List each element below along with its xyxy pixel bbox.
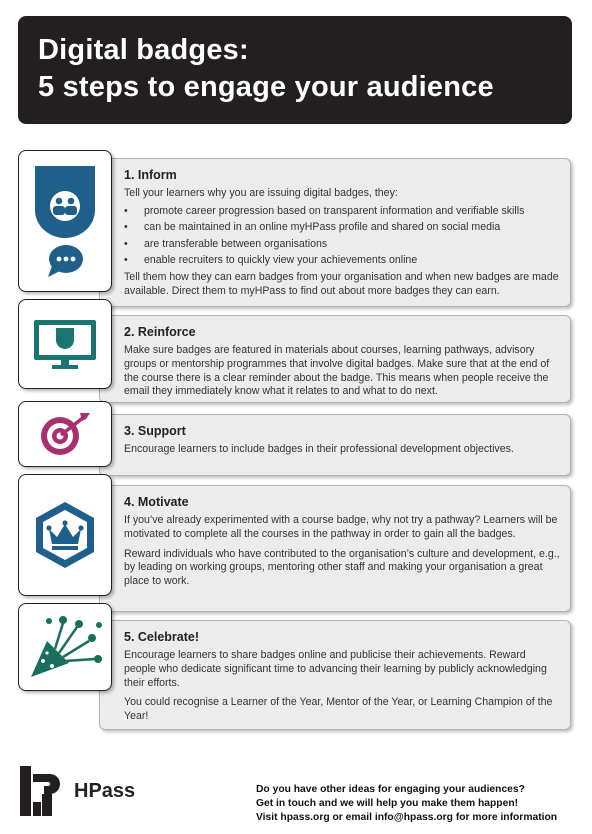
step-title: 5. Celebrate! (124, 630, 200, 644)
brand-name: HPass (74, 779, 136, 802)
party-popper-icon (25, 611, 105, 683)
list-item: • can be maintained in an online myHPass profile and shared on social media (124, 219, 560, 236)
step-card-support (99, 414, 571, 476)
step-title: 2. Reinforce (124, 325, 196, 339)
contact-info (256, 783, 576, 826)
hpass-logo (20, 766, 135, 816)
page-title-line-2: 5 steps to engage your audience (38, 71, 494, 103)
benefit-list (124, 203, 560, 269)
step-title: 3. Support (124, 424, 186, 438)
step-body: Encourage learners to include badges in their professional development objectives. (124, 443, 514, 455)
chat-bubble-icon (45, 242, 85, 280)
step-title: 4. Motivate (124, 495, 189, 509)
step-body-2: You could recognise a Learner of the Year, Mentor of the Year, or Learning Champion of the Year! (124, 696, 553, 723)
contact-line-3: Visit hpass.org or email info@hpass.org for more information (256, 812, 558, 824)
hpass-logo-icon (20, 766, 60, 816)
bullet-mark: • (124, 204, 128, 217)
step-card-celebrate (99, 620, 571, 730)
step-body: Make sure badges are featured in materials about courses, learning pathways, advisory groups or mentorship programmes that involve digital badges. Make sure that at the end of the course there is a clear reminder about the badge. This means when people receive the email they immediately know what it relates to and what to do next. (124, 344, 550, 398)
step-icon-box-celebrate (18, 603, 112, 691)
list-item: • enable recruiters to quickly view your achievements online (124, 252, 560, 269)
step-outro: Tell them how they can earn badges from your organisation and when new badges are made available. Direct them to myHPass to find out about more badges they can earn. (124, 270, 559, 297)
list-item: • are transferable between organisations (124, 236, 560, 253)
target-icon (38, 411, 92, 457)
list-item: • promote career progression based on transparent information and verifiable skills (124, 203, 560, 220)
step-icon-box-support (18, 401, 112, 467)
step-card-reinforce (99, 315, 571, 403)
crown-hexagon-icon (31, 499, 99, 571)
step-body: Encourage learners to share badges online and publicise their achievements. Reward people who dedicate significant time to advancing their learning by publicly acknowledging their efforts. (124, 649, 547, 689)
page-header (18, 16, 572, 124)
step-body-2: Reward individuals who have contributed to the organisation’s culture and development, e.g., by leading on working groups, mentoring other staff and making your organisation a great place to work. (124, 547, 560, 588)
step-icon-box-motivate (18, 474, 112, 596)
page-title-line-1: Digital badges: (38, 34, 249, 66)
step-icon-box-inform (18, 150, 112, 292)
step-title: 1. Inform (124, 168, 177, 182)
bullet-mark: • (124, 221, 128, 234)
step-card-motivate (99, 485, 571, 612)
step-icon-box-reinforce (18, 299, 112, 389)
contact-line-1: Do you have other ideas for engaging your audiences? (256, 784, 525, 795)
step-card-inform (99, 158, 571, 307)
monitor-badge-icon (32, 318, 98, 370)
contact-line-2: Get in touch and we will help you make them happen! (256, 798, 519, 810)
people-shield-icon (31, 162, 99, 238)
bullet-mark: • (124, 254, 128, 267)
step-intro: Tell your learners why you are issuing digital badges, they: (124, 187, 398, 199)
bullet-mark: • (124, 237, 128, 250)
step-body: If you’ve already experimented with a course badge, why not try a pathway? Learners will be motivated to complete all the courses in the pathway in order to gain all the badges. (124, 514, 558, 540)
